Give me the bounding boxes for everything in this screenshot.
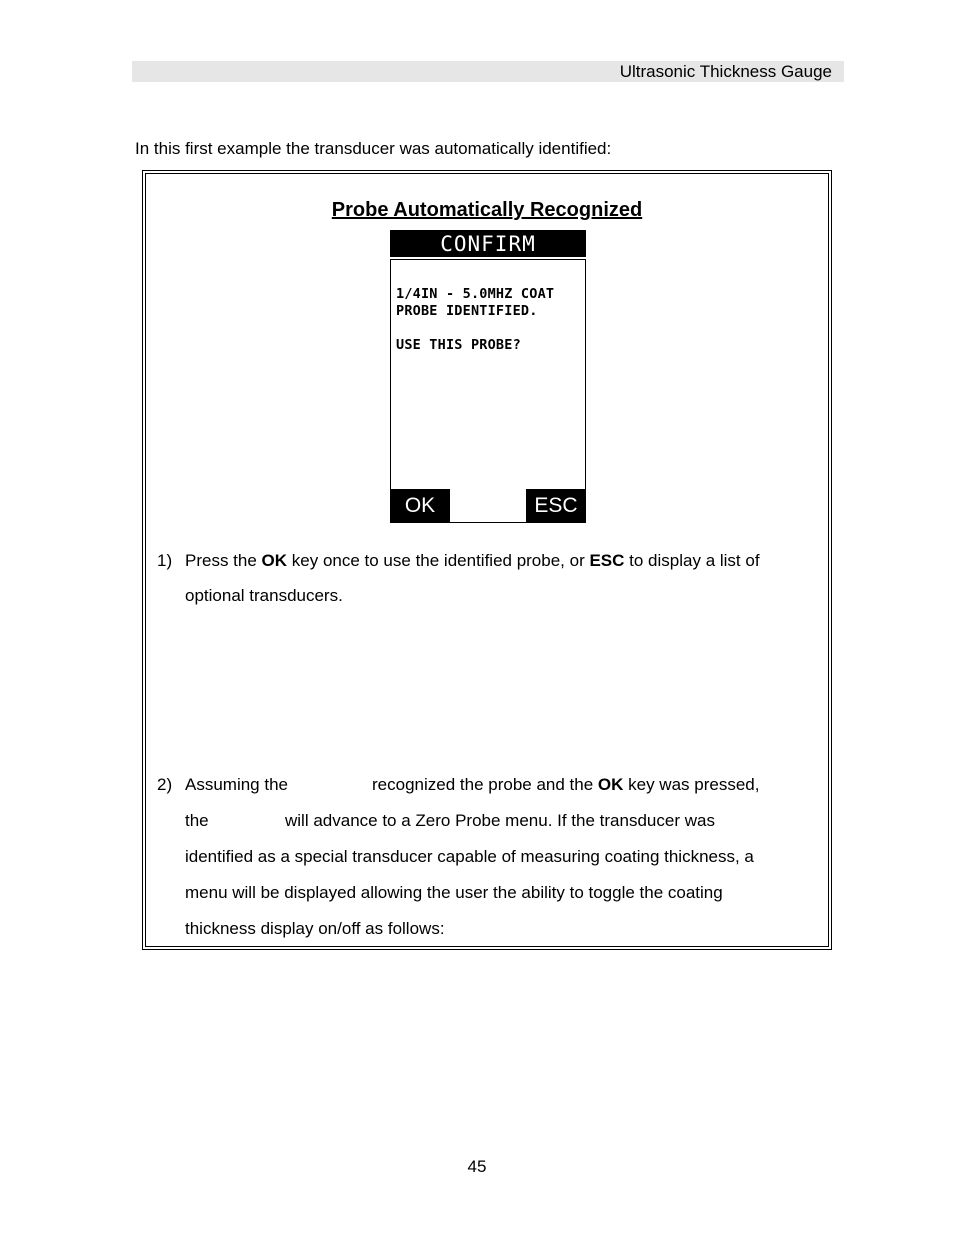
page-number: 45 xyxy=(467,1157,487,1176)
lcd-line-probe: 1/4IN - 5.0MHZ COAT xyxy=(396,286,555,302)
lcd-esc-key: ESC xyxy=(526,489,586,523)
step-1-ok-keyword: OK xyxy=(261,551,288,570)
step-1-line-1 xyxy=(185,551,760,571)
step-2-line-4: menu will be displayed allowing the user the ability to toggle the coating xyxy=(185,883,723,902)
step-1-esc-keyword: ESC xyxy=(589,551,625,570)
step-2-number: 2) xyxy=(157,775,173,794)
running-header xyxy=(132,61,844,82)
step-2-ok-keyword: OK xyxy=(597,775,624,794)
step-1-text-a: Press the xyxy=(185,551,262,570)
step-1-text-c: to display a list of xyxy=(624,551,760,570)
lcd-line-identified: PROBE IDENTIFIED. xyxy=(396,303,538,319)
step-2-line-3: identified as a special transducer capable of measuring coating thickness, a xyxy=(185,847,754,866)
box-title: Probe Automatically Recognized xyxy=(331,199,643,221)
step-2-text-b: key was pressed, xyxy=(623,775,760,794)
lcd-screen-body xyxy=(390,259,586,523)
step-2-line-1a: Assuming the xyxy=(185,775,288,794)
lcd-ok-key: OK xyxy=(390,489,450,523)
step-2-line-1b xyxy=(372,775,759,795)
lcd-confirm-screen xyxy=(390,230,586,523)
step-1-number: 1) xyxy=(157,551,173,570)
step-1-text-b: key once to use the identified probe, or xyxy=(287,551,590,570)
step-2-line-2a: the xyxy=(185,811,209,830)
lcd-line-question: USE THIS PROBE? xyxy=(396,337,521,353)
lcd-title: CONFIRM xyxy=(390,230,586,257)
step-1-line-2: optional transducers. xyxy=(185,586,343,605)
step-2-text-a: recognized the probe and the xyxy=(372,775,598,794)
header-title: Ultrasonic Thickness Gauge xyxy=(619,62,832,81)
step-2-line-2b: will advance to a Zero Probe menu. If the transducer was xyxy=(285,811,715,830)
intro-text: In this first example the transducer was automatically identified: xyxy=(135,139,612,158)
step-2-line-5: thickness display on/off as follows: xyxy=(185,919,445,938)
